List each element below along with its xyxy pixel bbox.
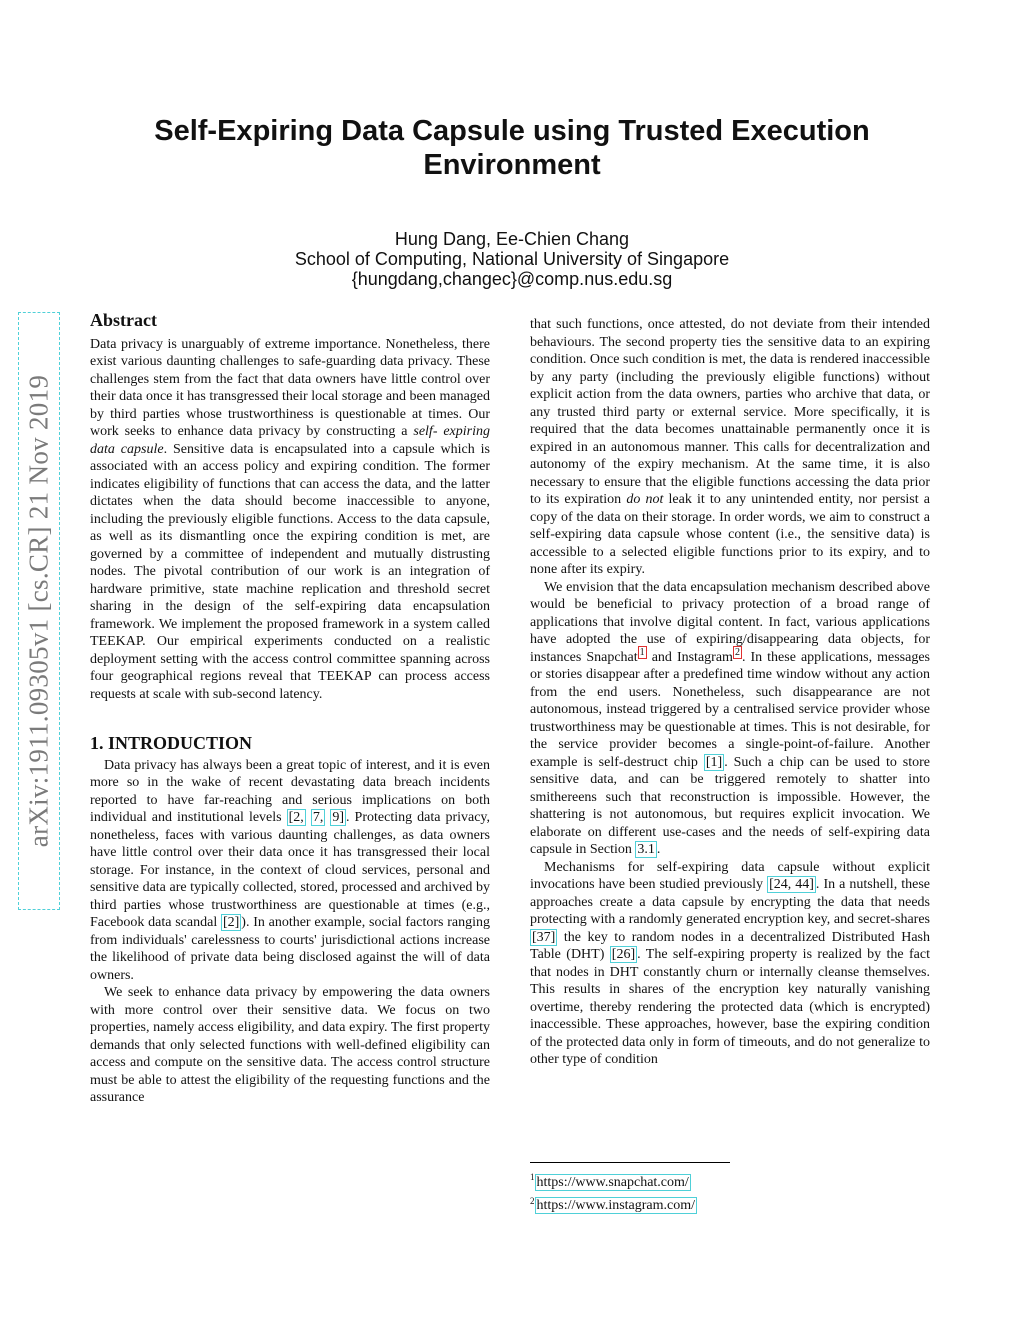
footnote-url-link[interactable]: https://www.instagram.com/ — [536, 1198, 696, 1214]
intro-paragraph-4: Mechanisms for self-expiring data capsule without explicit invocations have been studied previously [24, 44] . In a nutshell, these approaches create a data capsule by encrypting the data that needs protecting with a randomly generated encryption key, and secret-shares [37] the key to random nodes in a decentralized Distributed Hash Table (DHT) [26] . The self-expiring property is realized by the fact that nodes in DHT constantly churn or internally cleanse themselves. This results in shares of the encryption key naturally vanishing overtime, thereby rendering the protected data (which is encrypted) inaccessible. These approaches, however, base the expiring condition of the protected data only in form of timeouts, and do not generalize to other type of condition — [530, 859, 930, 1067]
intro-paragraph-2: We seek to enhance data privacy by empowering the data owners with more control over their sensitive data. We focus on two properties, namely access eligibility, and data expiry. The first property demands that only selected functions with well-defined eligibility can access and compute on the sensitive data. The access control structure must be able to attest the eligibility of the requesting functions and the assurance — [90, 985, 490, 1105]
email: {hungdang,changec}@comp.nus.edu.sg — [351, 269, 673, 289]
footnote-url-link[interactable]: https://www.snapchat.com/ — [536, 1174, 689, 1190]
citation-link[interactable]: [37] — [532, 929, 556, 945]
intro-paragraph-3: We envision that the data encapsulation mechanism described above would be beneficial to privacy protection of a broad range of applications that involve digital content. In fact, various applications have adopted the use of expiring/disappearing data objects, for instances Snapchat $^1$ and Instagram $^2$ . In these applications, messages or stories disappear after a predefined time window without any action from the end users. Nonetheless, such disappearance are not autonomous, instead triggered by a centralised service provider whose trustworthiness may be questionable at times. This is not desirable, for the service provider becomes a single-point-of-failure. Another example is self-destruct chip [1] . Such a chip can be used to store sensitive data, and can be triggered remotely to shatter into smithereens such that reconstruction is impossible. However, the shattering is not autonomous, but requires explicit invocation. We elaborate on different use-cases and the needs of self-expiring data capsule in Section 3.1 . — [530, 579, 931, 857]
intro-paragraph-2-cont: that such functions, once attested, do not deviate from their intended behaviours. The second property ties the sensitive data to an expiring condition. Once such condition is met, the data is rendered inaccessible by any party (including the previously eligible functions) without explicit action from the data owners, parties who archive that data, or any trusted third party or external service. More specifically, it is required that the data becomes unattainable permanently once it is expired in an autonomous manner. This calls for decentralization and autonomy of the expiry mechanism. At the same time, it is also necessary to ensure that the eligible functions accessing the data prior to its expiration do not leak it to any unintended entity, nor persist a copy of the data on their storage. In order words, we aim to construct a self-expiring data capsule whose content (i.e., the sensitive data) is accessible to a selected eligible functions prior to its expiry, and to none after its expiry. — [530, 317, 931, 577]
citation-link[interactable]: [24, 44] — [769, 877, 814, 892]
abstract-heading: Abstract — [90, 310, 157, 330]
citation-link[interactable]: [1] — [705, 754, 723, 770]
affiliation: School of Computing, National University of Singapore — [294, 249, 730, 269]
abstract-text: Data privacy is unarguably of extreme importance. Nonetheless, there exist various daunting challenges to safe-guarding data privacy. These challenges stem from the fact that data owners have little control over their data once it has transgressed their local storage and been managed by third parties whose trustworthiness is questionable at times. Our work seeks to enhance data privacy by constructing a self- expiring data capsule. Sensitive data is encapsulated into a capsule which is associated with an access policy and expiring condition. The former indicates eligibility of functions that can access the data, and the latter dictates when the data should become inaccessible to anyone, including the previously eligible functions. Access to the data capsule, as well as its dismantling once the expiring condition is met, are governed by a committee of independent and mutually distrusting nodes. The pivotal contribution of our work is an integration of hardware primitive, state machine replication and threshold secret sharing in the design of the self-expiring data encapsulation framework. We implement the proposed framework in a system called TEEKAP. Our empirical experiments conducted on a realistic deployment setting with the access control committee spanning across four geographical regions reveal that TEEKAP can process access requests at scale with sub-second latency. — [90, 336, 491, 702]
arxiv-sidebar[interactable] — [18, 312, 60, 910]
intro-paragraph-1: Data privacy has always been a great topic of interest, and it is even more so in the wake of recent devastating data breach incidents reported to have far-reaching and serious implications on both individual and institutional levels [2, 7, 9] . Protecting data privacy, nonetheless, faces with various daunting challenges, as data owners have little control over their data once it has transgressed their local storage. For instance, in the context of cloud services, personal and sensitive data are typically collected, stored, processed and archived by third parties whose trustworthiness are questionable at times (e.g., Facebook data scandal [2] ). In another example, social factors ranging from individuals' carelessness to courts' jurisdictional actions increase the likelihood of private data being disclosed against the will of data owners. — [90, 757, 491, 983]
citation-link[interactable]: [26] — [611, 947, 636, 962]
citation-link[interactable]: 7, — [312, 810, 324, 825]
footnote-rule — [530, 1162, 730, 1163]
footnote-1: $^1$ https://www.snapchat.com/ — [530, 1172, 689, 1190]
paper-title: Self-Expiring Data Capsule using Trusted Execution Environment — [154, 115, 870, 181]
citation-link[interactable]: [2] — [222, 915, 240, 930]
footnote-ref-link[interactable]: 2 — [734, 646, 740, 658]
section-ref-link[interactable]: 3.1 — [637, 842, 655, 857]
section-heading-introduction: 1. INTRODUCTION — [90, 733, 253, 753]
citation-link[interactable]: [2, — [288, 810, 304, 825]
left-column — [90, 312, 490, 1107]
right-column — [530, 316, 930, 1069]
citation-link[interactable]: 9] — [332, 810, 345, 825]
author-block — [0, 229, 1024, 289]
footnote-2: $^2$ https://www.instagram.com/ — [530, 1195, 696, 1214]
author-names: Hung Dang, Ee-Chien Chang — [394, 229, 630, 249]
arxiv-identifier[interactable]: arXiv:1911.09305v1 [cs.CR] 21 Nov 2019 — [23, 374, 54, 848]
footnote-ref-link[interactable]: 1 — [639, 646, 645, 658]
footnotes — [530, 1168, 930, 1215]
